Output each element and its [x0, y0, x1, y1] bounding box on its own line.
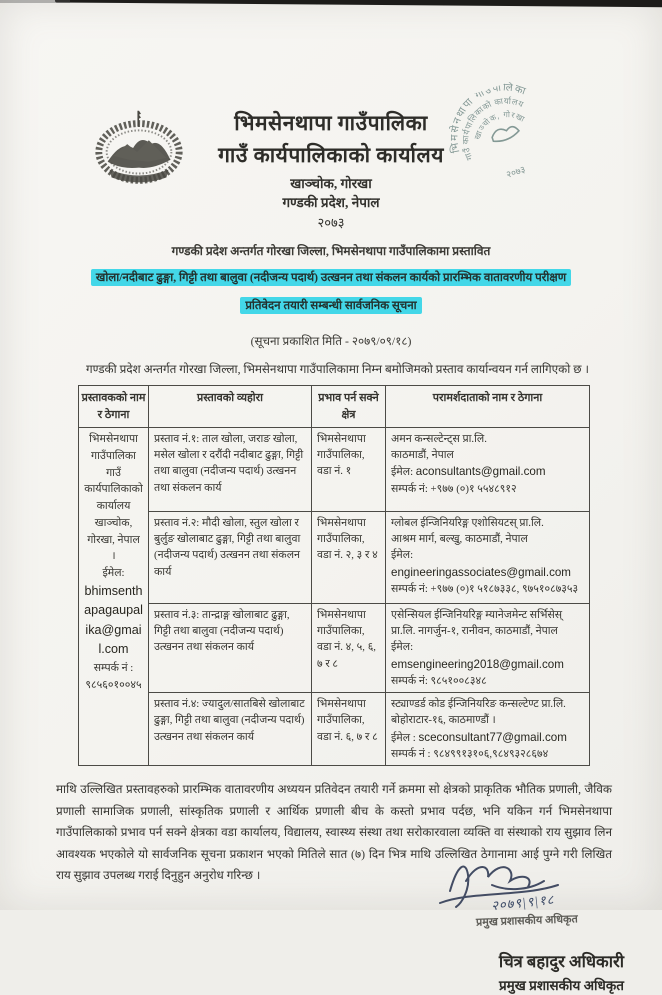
consultant-name: स्ट्याण्डर्ड कोड ईन्जिनियरिङ कन्सल्टेण्ट प्रा.लि.: [391, 698, 566, 711]
proposal-cell: प्रस्ताव नं.२: मौदी खोला, स्तुल खोला र बुर्लुङ खोलाबाट ढुङ्गा, गिट्टी तथा बालुवा (नदीजन्य पदार्थ) उत्खनन तथा संकलन कार्य: [149, 512, 312, 604]
signatory-block: [0, 949, 662, 995]
office-name: गाउँ कार्यपालिकाको कार्यालय: [218, 143, 444, 168]
col-header-affected-area: प्रभाव पर्न सक्ने क्षेत्र: [312, 386, 386, 428]
proposal-cell: प्रस्ताव नं.३: तान्द्राङ्ग खोलाबाट ढुङ्गा, गिट्टी तथा बालुवा (नदीजन्य पदार्थ) उत्खनन तथा संकलन कार्य: [149, 604, 312, 693]
stamp-ring-inner-text: खाञ्चोक, गोरखा: [472, 110, 527, 141]
consultant-address: काठमाडौं, नेपाल: [391, 449, 454, 462]
table-row: [79, 428, 590, 512]
consultant-email-label: ईमेल:: [391, 549, 414, 562]
consultant-phone: सम्पर्क नं : ९८४९९१३१०६,९८४९३२८६७४: [391, 748, 549, 760]
proposer-email: bhimsenthapagaupalika@gmail.com: [84, 583, 143, 657]
municipality-name: भिमसेनथापा गाउँपालिका: [234, 111, 428, 135]
consultant-address: आश्रम मार्ग, बल्खु, काठमाडौं, नेपाल: [391, 533, 528, 546]
consultant-cell: [386, 693, 590, 766]
table-row: [79, 604, 590, 693]
consultant-cell: [386, 512, 590, 604]
proposer-org: भिमसेनथापा गाउँपालिका गाउँ कार्यपालिकाको कार्यालय: [84, 433, 143, 513]
proposer-phone: ९८५६०१००४५: [85, 678, 142, 691]
stamp-ring-top-text: भिमसेनथापा गाउँपालिका: [449, 82, 529, 154]
consultant-email: engineeringassociates@gmail.com: [391, 565, 571, 579]
highlighted-title-line1: खोला/नदीबाट ढुङ्गा, गिट्टी तथा बालुवा (नदीजन्य पदार्थ) उत्खनन तथा संकलन कार्यको प्रारम्भिक वातावरणीय परीक्षण: [91, 269, 571, 286]
table-row: [79, 693, 590, 766]
municipality-emblem-icon: [90, 104, 188, 196]
notice-proposed-line: गण्डकी प्रदेश अन्तर्गत गोरखा जिल्ला, भिमसेनथापा गाउँपालिकामा प्रस्तावित: [171, 243, 491, 258]
proposer-email-label: ईमेल:: [102, 566, 125, 579]
consultant-cell: [386, 428, 590, 512]
area-cell: भिमसेनथापा गाउँपालिका, वडा नं. १: [312, 428, 386, 512]
stamp-year-text: २०७३: [505, 165, 527, 181]
consultant-phone: सम्पर्क नं: +९७७ (०)१ ५१८७३३८, ९७५१०८७३५३: [391, 583, 579, 596]
area-cell: भिमसेनथापा गाउँपालिका, वडा नं. ६, ७ र ८: [312, 693, 386, 766]
highlighted-title-line2: प्रतिवेदन तयारी सम्बन्धी सार्वजनिक सूचना: [240, 297, 421, 314]
signatory-name: चित्र बहादुर अधिकारी: [498, 951, 624, 971]
signature-zone: [0, 887, 662, 945]
consultant-email-label: ईमेल:: [391, 641, 414, 654]
area-cell: भिमसेनथापा गाउँपालिका, वडा नं. २, ३ र ४: [312, 512, 386, 604]
consultant-email: sceconsultant77@gmail.com: [418, 730, 567, 744]
consultant-email-label: ईमेल :: [391, 731, 416, 744]
scan-border-artifact-left: [0, 0, 70, 3]
office-province: गण्डकी प्रदेश, नेपाल: [282, 195, 380, 211]
proposer-phone-label: सम्पर्क नं :: [93, 661, 134, 674]
proposals-table: [78, 385, 590, 766]
published-date: (सूचना प्रकाशित मिति - २०७९/०९/१८): [250, 334, 412, 349]
proposal-cell: प्रस्ताव नं.१: ताल खोला, जराङ खोला, मसेल खोला र दरौंदी नदीबाट ढुङ्गा, गिट्टी तथा बालुवा (नदीजन्य पदार्थ) उत्खनन तथा संकलन कार्य: [149, 428, 312, 512]
col-header-proposal: प्रस्तावको व्यहोरा: [149, 386, 312, 428]
consultant-email: emsengineering2018@gmail.com: [391, 657, 564, 671]
signature-stamp-title: प्रमुख प्रशासकीय अधिकृत: [476, 912, 579, 929]
handwritten-date: २०७९|९|१८: [489, 891, 555, 913]
intro-paragraph: गण्डकी प्रदेश अन्तर्गत गोरखा जिल्ला, भिमसेनथापा गाउँपालिकामा निम्न बमोजिमको प्रस्ताव कार्यान्वयन गर्न लागिएको छ ।: [86, 362, 589, 377]
table-row: [79, 512, 590, 604]
establishment-year: २०७३: [317, 215, 345, 231]
notice-title-highlighted: [0, 263, 662, 321]
office-location: खाञ्चोक, गोरखा: [290, 175, 372, 191]
consultant-phone: सम्पर्क नं: +९७७ (०)१ ५५४८९१२: [391, 482, 517, 495]
consultant-name: अमन कन्सल्टेन्ट्स प्रा.लि.: [391, 433, 487, 446]
col-header-consultant: परामर्शदाताको नाम र ठेगाना: [386, 386, 590, 428]
consultant-phone: सम्पर्क नं: ९८५१००८३४८: [391, 675, 487, 688]
proposer-cell: [79, 428, 149, 766]
col-header-proposer: प्रस्तावकको नाम र ठेगाना: [79, 386, 149, 428]
consultant-email-label: ईमेल:: [391, 466, 414, 479]
consultant-email: aconsultants@gmail.com: [415, 465, 546, 479]
consultant-name: एसेन्सियल ईन्जिनियरिङ्ग म्यानेजमेन्ट सर्भिसेस् प्रा.लि. नागर्जुन-१, रानीवन, काठमाडौं, नेपाल: [391, 609, 563, 638]
table-header-row: [79, 386, 590, 428]
signatory-designation: प्रमुख प्रशासकीय अधिकृत: [499, 977, 624, 993]
consultant-address: बोहोराटार-१६, काठमाण्डौं ।: [391, 714, 496, 727]
proposal-cell: प्रस्ताव नं.४: ज्यादुल/सातबिसे खोलाबाट ढुङ्गा, गिट्टी तथा बालुवा (नदीजन्य पदार्थ) उत्खनन तथा संकलन कार्य: [149, 693, 312, 766]
consultant-cell: [386, 604, 590, 693]
proposer-address: खाञ्चोक, गोरखा, नेपाल ।: [87, 516, 140, 563]
stamp-ring-mid-text: गाउँ कार्यपालिकाको कार्यालय: [461, 96, 525, 162]
area-cell: भिमसेनथापा गाउँपालिका, वडा नं. ४, ५, ६, ७ र ८: [312, 604, 386, 693]
consultant-name: ग्लोबल ईन्जिनियरिङ्ग एशोसियटस् प्रा.लि.: [391, 517, 544, 530]
closing-paragraph: माथि उल्लिखित प्रस्तावहरुको प्रारम्भिक वातावरणीय अध्ययन प्रतिवेदन तयारी गर्ने क्रममा सो क्षेत्रको प्राकृतिक भौतिक प्रणाली, जैविक प्रणाली सामाजिक प्रणाली, सांस्कृतिक प्रणाली र आर्थिक प्रणाली बीच के कस्तो प्रभाव पर्दछ, भनि यकिन गर्न भिमसेनथापा गाउँपालिकाको प्रभाव पर्न सक्ने क्षेत्रका वडा कार्यालय, विद्यालय, स्वास्थ्य संस्था तथा सरोकारवाला व्यक्ति वा संस्थाको राय सुझाव लिन आवश्यक भएकोले यो सार्वजनिक सूचना प्रकाशन भएको मितिले सात (७) दिन भित्र माथि उल्लिखित ठेगानामा आई पुग्ने गरी लिखित राय सुझाव उपलब्ध गराई दिनुहुन अनुरोध गरिन्छ ।: [56, 782, 612, 883]
